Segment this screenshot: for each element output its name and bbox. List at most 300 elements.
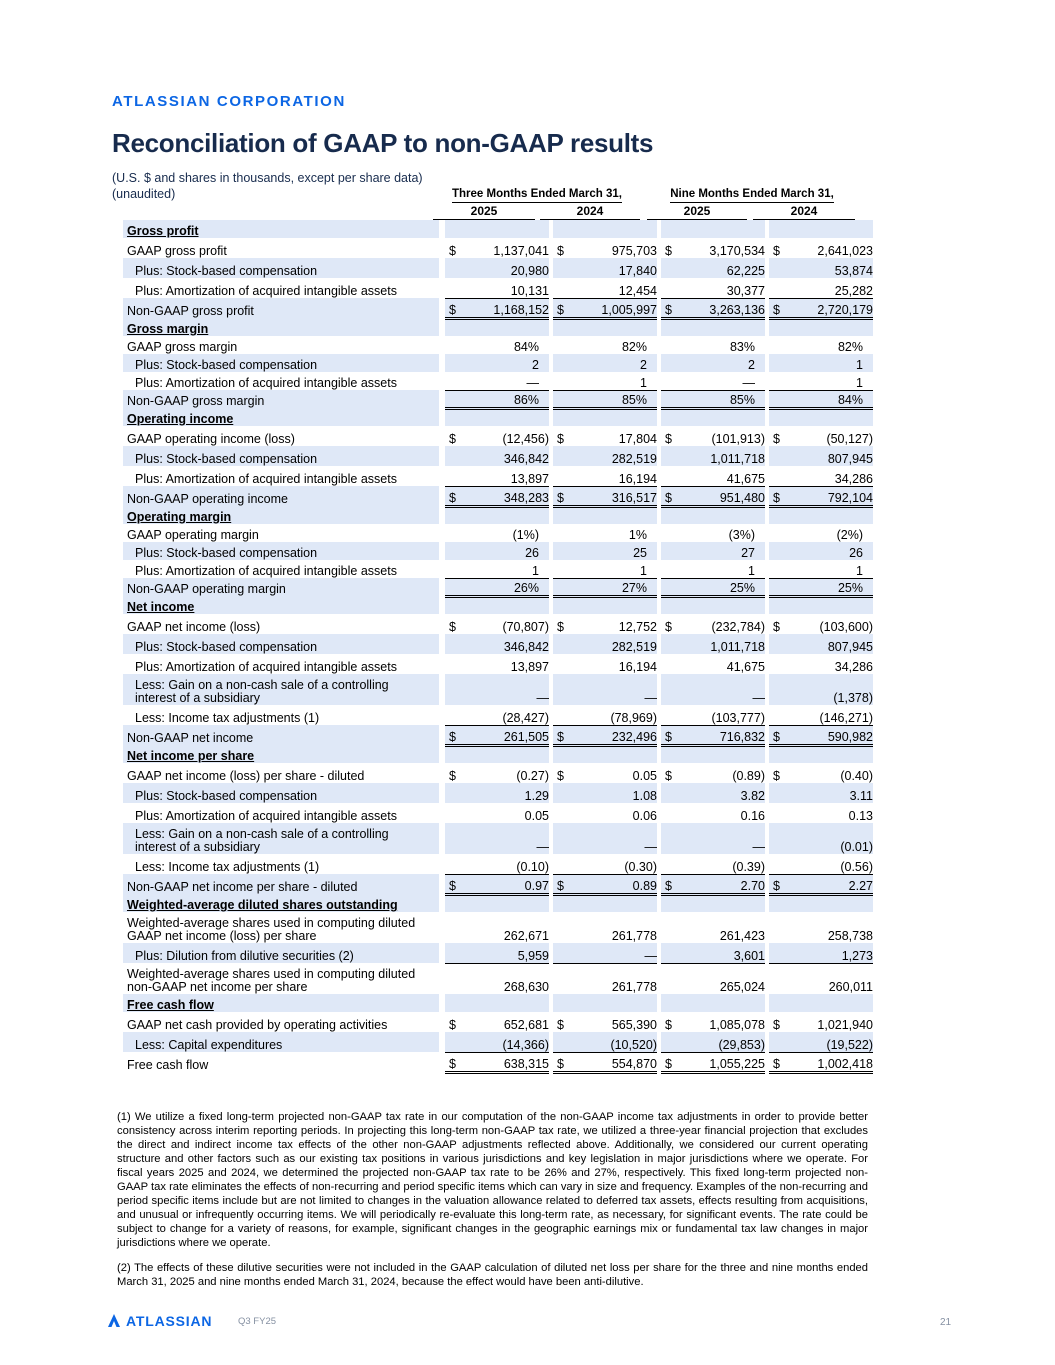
row-label-text: Less: Gain on a non-cash sale of a controlling — [135, 827, 389, 841]
table-row — [123, 705, 873, 725]
value-cell: (12,456) — [502, 432, 549, 446]
value-cell — [575, 318, 657, 336]
currency-cell — [661, 336, 683, 354]
value-cell — [791, 318, 873, 336]
row-label-text: Non-GAAP net income per share - diluted — [127, 880, 358, 894]
currency-cell — [445, 446, 467, 466]
value-cell: 13,897 — [510, 471, 549, 486]
currency-cell: $ — [553, 874, 575, 894]
value-cell: 41,675 — [726, 471, 765, 486]
currency-cell — [769, 803, 791, 823]
value-cell: 84% — [513, 340, 539, 354]
row-label-text: Operating margin — [127, 510, 232, 524]
value-cell: (3%) — [728, 528, 755, 542]
value-cell: (10,520) — [575, 1032, 657, 1052]
currency-cell — [769, 372, 791, 390]
currency-cell — [769, 854, 791, 874]
value-cell — [683, 745, 765, 763]
value-cell: (50,127) — [826, 432, 873, 446]
value-cell: 3,170,534 — [709, 244, 765, 258]
value-cell — [575, 596, 657, 614]
row-label — [123, 524, 439, 542]
currency-cell — [769, 408, 791, 426]
value-cell: — — [575, 823, 657, 854]
currency-cell — [769, 912, 791, 943]
value-cell: 85% — [575, 390, 657, 408]
currency-cell — [445, 994, 467, 1012]
section-title — [123, 318, 439, 336]
row-label-text: Non-GAAP gross margin — [127, 394, 265, 408]
value-cell: 86% — [467, 390, 549, 408]
value-cell: 2 — [575, 354, 657, 372]
value-cell: 82% — [837, 340, 863, 354]
currency-cell — [445, 1032, 467, 1052]
value-cell — [791, 408, 873, 426]
currency-cell — [661, 823, 683, 854]
section-title — [123, 408, 439, 426]
currency-cell: $ — [661, 298, 683, 318]
value-cell: 53,874 — [791, 258, 873, 278]
value-cell: 1 — [640, 563, 647, 578]
row-label — [123, 486, 439, 506]
currency-cell — [769, 542, 791, 560]
currency-cell — [553, 408, 575, 426]
table-row — [123, 912, 873, 943]
currency-cell — [661, 705, 683, 725]
value-cell: 2.27 — [791, 874, 873, 894]
currency-cell: $ — [557, 620, 564, 634]
table-row — [123, 654, 873, 674]
currency-cell — [661, 994, 683, 1012]
currency-cell — [445, 578, 467, 596]
table-row — [123, 1052, 873, 1072]
row-label-text: Plus: Stock-based compensation — [135, 546, 318, 560]
value-cell: 1,011,718 — [683, 446, 765, 466]
value-cell — [683, 894, 765, 912]
value-cell: 1 — [856, 563, 863, 578]
table-row — [123, 372, 873, 390]
value-cell: — — [526, 375, 539, 390]
value-cell — [791, 220, 873, 238]
currency-cell — [769, 390, 791, 408]
row-label-text: Plus: Amortization of acquired intangible assets — [135, 472, 397, 486]
currency-cell — [553, 803, 575, 823]
value-cell: (70,807) — [502, 620, 549, 634]
currency-cell: $ — [665, 432, 672, 446]
table-row — [123, 614, 873, 634]
currency-cell — [445, 943, 467, 963]
table-row — [123, 486, 873, 506]
page-title: Reconciliation of GAAP to non-GAAP results — [112, 128, 654, 158]
table-row — [123, 390, 873, 408]
currency-cell: $ — [769, 1052, 791, 1072]
currency-cell: $ — [553, 298, 575, 318]
value-cell: (0.39) — [732, 859, 765, 874]
currency-cell — [769, 705, 791, 725]
row-label — [123, 426, 439, 446]
row-label — [123, 783, 439, 803]
footnote-1: (1) We utilize a fixed long-term projected non-GAAP tax rate in our computation of the non-GAAP income tax adjustments in order to provide better consistency across interim reporting periods. In projecting this long-term non-GAAP tax rate, we utilized a three-year financial projection that excludes the direct and indirect income tax effects of the other non-GAAP adjustments reflected above. Additionally, we considered our current operating structure and other factors such as our existing tax positions in various jurisdictions and key legislation in major jurisdictions where we operate. For fiscal years 2025 and 2024, we determined the projected non-GAAP tax rate to be 26% and 27%, respectively. This fixed long-term projected non-GAAP tax rate eliminates the effects of non-recurring and period specific items which can vary in size and frequency. Examples of the non-recurring and period specific items include but are not limited to changes in the valuation allowance related to deferred tax assets, effects resulting from acquisitions, and unusual or infrequently occurring items. We will periodically re-evaluate this long-term rate, as necessary, for significant events. The rate could be subject to change for a variety of reasons, for example, significant changes in the geographic earnings mix or fundamental tax law changes in major jurisdictions where we operate. — [117, 1111, 868, 1249]
currency-cell — [553, 336, 575, 354]
currency-cell: $ — [557, 432, 564, 446]
value-cell: 1,002,418 — [791, 1052, 873, 1072]
value-cell: 346,842 — [467, 634, 549, 654]
row-label-text: Less: Gain on a non-cash sale of a controlling — [135, 678, 389, 692]
value-cell: 82% — [621, 340, 647, 354]
table-row — [123, 634, 873, 654]
row-label-text: GAAP net cash provided by operating activities — [127, 1018, 388, 1032]
currency-cell: $ — [769, 874, 791, 894]
currency-cell — [553, 390, 575, 408]
row-label — [123, 278, 439, 298]
currency-cell — [553, 745, 575, 763]
value-cell: 85% — [683, 390, 765, 408]
value-cell: 316,517 — [575, 486, 657, 506]
section-header-row — [123, 994, 873, 1012]
currency-cell — [445, 278, 467, 298]
currency-cell — [661, 560, 683, 578]
currency-cell — [769, 506, 791, 524]
section-header-row — [123, 894, 873, 912]
value-cell: — — [575, 943, 657, 963]
row-label — [123, 446, 439, 466]
value-cell: — — [683, 674, 765, 705]
value-cell: 348,283 — [467, 486, 549, 506]
currency-cell — [553, 963, 575, 994]
currency-cell — [553, 278, 575, 298]
currency-cell — [661, 318, 683, 336]
section-header-row — [123, 506, 873, 524]
currency-cell — [445, 674, 467, 705]
value-cell: 282,519 — [575, 634, 657, 654]
currency-cell — [445, 654, 467, 674]
currency-cell: $ — [665, 620, 672, 634]
column-year: 2024 — [540, 204, 640, 221]
value-cell: (103,777) — [711, 710, 765, 725]
row-label-text: Plus: Stock-based compensation — [135, 358, 318, 372]
value-cell: (0.10) — [516, 859, 549, 874]
currency-cell — [769, 1032, 791, 1052]
value-cell: 0.06 — [632, 809, 657, 823]
row-label-text: Operating income — [127, 412, 234, 426]
table-row — [123, 763, 873, 783]
row-label — [123, 354, 439, 372]
value-cell: 62,225 — [683, 258, 765, 278]
currency-cell — [445, 220, 467, 238]
value-cell: 265,024 — [683, 963, 765, 994]
section-header-row — [123, 596, 873, 614]
currency-cell — [553, 506, 575, 524]
currency-cell — [445, 596, 467, 614]
currency-cell — [553, 446, 575, 466]
value-cell: (146,271) — [819, 710, 873, 725]
value-cell: 30,377 — [726, 283, 765, 298]
currency-cell: $ — [661, 725, 683, 745]
currency-cell — [553, 823, 575, 854]
currency-cell — [553, 674, 575, 705]
row-label — [123, 963, 439, 994]
value-cell: 261,423 — [719, 929, 765, 943]
value-cell: (0.27) — [516, 769, 549, 783]
currency-cell — [445, 823, 467, 854]
value-cell: 261,505 — [467, 725, 549, 745]
row-label — [123, 390, 439, 408]
column-group-three-months: Three Months Ended March 31, — [431, 188, 643, 200]
currency-cell — [769, 524, 791, 542]
row-label-text: Plus: Stock-based compensation — [135, 264, 318, 278]
currency-cell — [661, 634, 683, 654]
value-cell: 652,681 — [503, 1018, 549, 1032]
value-cell: 1% — [628, 528, 647, 542]
value-cell: 975,703 — [611, 244, 657, 258]
currency-cell — [553, 654, 575, 674]
currency-cell — [661, 894, 683, 912]
row-label — [123, 823, 439, 854]
value-cell — [467, 994, 549, 1012]
row-label-text: Non-GAAP gross profit — [127, 304, 254, 318]
value-cell: 5,959 — [467, 943, 549, 963]
value-cell: (0.89) — [732, 769, 765, 783]
row-label — [123, 943, 439, 963]
value-cell — [467, 745, 549, 763]
table-row — [123, 354, 873, 372]
currency-cell: $ — [557, 769, 564, 783]
currency-cell — [445, 560, 467, 578]
value-cell: 17,840 — [575, 258, 657, 278]
section-title — [123, 894, 439, 912]
currency-cell — [769, 466, 791, 486]
currency-cell — [769, 446, 791, 466]
value-cell — [467, 318, 549, 336]
currency-cell — [445, 705, 467, 725]
currency-cell — [553, 854, 575, 874]
value-cell: (2%) — [836, 528, 863, 542]
value-cell: 0.05 — [524, 809, 549, 823]
currency-cell — [553, 372, 575, 390]
row-label-text: Weighted-average diluted shares outstanding — [127, 898, 398, 912]
currency-cell: $ — [557, 244, 564, 258]
row-label — [123, 874, 439, 894]
currency-cell: $ — [661, 874, 683, 894]
row-label — [123, 614, 439, 634]
value-cell: 27 — [683, 542, 765, 560]
value-cell: 2 — [683, 354, 765, 372]
row-label — [123, 1032, 439, 1052]
row-label-text: Net income — [127, 600, 195, 614]
value-cell: 25 — [575, 542, 657, 560]
currency-cell — [769, 578, 791, 596]
currency-cell — [553, 943, 575, 963]
currency-cell — [553, 994, 575, 1012]
value-cell: — — [683, 823, 765, 854]
currency-cell: $ — [773, 769, 780, 783]
row-label — [123, 725, 439, 745]
currency-cell — [661, 220, 683, 238]
row-label-text: Plus: Amortization of acquired intangible assets — [135, 660, 397, 674]
currency-cell — [553, 894, 575, 912]
currency-cell: $ — [769, 298, 791, 318]
value-cell: 1 — [640, 375, 647, 390]
currency-cell — [445, 372, 467, 390]
table-row — [123, 874, 873, 894]
currency-cell — [661, 390, 683, 408]
table-row — [123, 674, 873, 705]
currency-cell — [769, 354, 791, 372]
currency-cell — [553, 705, 575, 725]
section-title — [123, 745, 439, 763]
value-cell — [467, 596, 549, 614]
row-label — [123, 854, 439, 874]
currency-cell: $ — [449, 432, 456, 446]
currency-cell — [769, 318, 791, 336]
row-label-text: GAAP net income (loss) per share - diluted — [127, 769, 365, 783]
currency-cell — [445, 466, 467, 486]
value-cell: (232,784) — [711, 620, 765, 634]
row-label-text: Plus: Stock-based compensation — [135, 640, 318, 654]
currency-cell — [661, 803, 683, 823]
value-cell — [791, 994, 873, 1012]
currency-cell: $ — [553, 1052, 575, 1072]
currency-cell — [445, 783, 467, 803]
currency-cell — [661, 854, 683, 874]
table-row — [123, 278, 873, 298]
currency-cell: $ — [553, 486, 575, 506]
section-title — [123, 506, 439, 524]
row-label — [123, 912, 439, 943]
currency-cell — [553, 318, 575, 336]
section-header-row — [123, 745, 873, 763]
value-cell: 554,870 — [575, 1052, 657, 1072]
value-cell: (0.40) — [840, 769, 873, 783]
currency-cell — [661, 372, 683, 390]
table-row — [123, 963, 873, 994]
row-label-text: GAAP operating margin — [127, 528, 259, 542]
value-cell: (0.01) — [791, 823, 873, 854]
section-title — [123, 596, 439, 614]
currency-cell: $ — [665, 1018, 672, 1032]
row-label-text: Plus: Stock-based compensation — [135, 452, 318, 466]
value-cell — [575, 220, 657, 238]
currency-cell — [445, 854, 467, 874]
value-cell: 25% — [683, 578, 765, 596]
value-cell — [575, 894, 657, 912]
currency-cell — [553, 542, 575, 560]
company-name: ATLASSIAN CORPORATION — [112, 93, 346, 110]
table-row — [123, 258, 873, 278]
row-label-text: Plus: Amortization of acquired intangible assets — [135, 376, 397, 390]
value-cell: 3.11 — [791, 783, 873, 803]
currency-cell — [661, 258, 683, 278]
column-year: 2025 — [433, 204, 535, 221]
value-cell — [575, 408, 657, 426]
table-row — [123, 783, 873, 803]
currency-cell — [661, 783, 683, 803]
value-cell: 17,804 — [618, 432, 657, 446]
currency-cell: $ — [661, 1052, 683, 1072]
row-label-text: Less: Income tax adjustments (1) — [135, 860, 320, 874]
atlassian-logo-icon — [107, 1314, 121, 1328]
currency-cell — [661, 446, 683, 466]
row-label — [123, 763, 439, 783]
value-cell: (103,600) — [819, 620, 873, 634]
currency-cell — [661, 912, 683, 943]
quarter-label: Q3 FY25 — [238, 1316, 277, 1327]
value-cell — [683, 506, 765, 524]
row-label-text: Less: Income tax adjustments (1) — [135, 711, 320, 725]
row-label-text: GAAP net income (loss) per share — [127, 929, 317, 943]
column-year: 2024 — [753, 204, 855, 221]
currency-cell — [661, 524, 683, 542]
currency-cell: $ — [661, 486, 683, 506]
row-label-text: Less: Capital expenditures — [135, 1038, 283, 1052]
value-cell: 34,286 — [834, 660, 873, 674]
value-cell: 1 — [532, 563, 539, 578]
currency-cell — [553, 783, 575, 803]
currency-cell — [769, 220, 791, 238]
value-cell: — — [467, 674, 549, 705]
currency-cell — [769, 654, 791, 674]
value-cell: 12,752 — [618, 620, 657, 634]
value-cell: 1,168,152 — [467, 298, 549, 318]
row-label-text: Plus: Stock-based compensation — [135, 789, 318, 803]
value-cell: 1 — [856, 375, 863, 390]
currency-cell — [445, 634, 467, 654]
currency-cell — [553, 560, 575, 578]
row-label-text: interest of a subsidiary — [135, 840, 261, 854]
value-cell: (19,522) — [791, 1032, 873, 1052]
currency-cell: $ — [557, 1018, 564, 1032]
table-row — [123, 560, 873, 578]
value-cell: 2.70 — [683, 874, 765, 894]
currency-cell — [661, 745, 683, 763]
currency-cell — [661, 408, 683, 426]
logo-text: ATLASSIAN — [126, 1313, 213, 1329]
currency-cell — [445, 912, 467, 943]
currency-cell: $ — [445, 486, 467, 506]
row-label — [123, 298, 439, 318]
currency-cell: $ — [449, 620, 456, 634]
currency-cell — [661, 466, 683, 486]
section-title — [123, 994, 439, 1012]
table-row — [123, 578, 873, 596]
row-label-text: interest of a subsidiary — [135, 691, 261, 705]
value-cell: 26% — [467, 578, 549, 596]
table-row — [123, 725, 873, 745]
row-label-text: Non-GAAP operating income — [127, 492, 288, 506]
currency-cell: $ — [773, 1018, 780, 1032]
value-cell: 638,315 — [467, 1052, 549, 1072]
value-cell: 0.13 — [848, 809, 873, 823]
section-header-row — [123, 318, 873, 336]
subtitle — [112, 170, 423, 202]
value-cell: (28,427) — [502, 710, 549, 725]
currency-cell — [769, 674, 791, 705]
row-label-text: Plus: Amortization of acquired intangible assets — [135, 284, 397, 298]
value-cell: 268,630 — [467, 963, 549, 994]
currency-cell — [445, 524, 467, 542]
currency-cell — [445, 803, 467, 823]
currency-cell — [769, 560, 791, 578]
section-header-row — [123, 220, 873, 238]
value-cell: 26 — [467, 542, 549, 560]
value-cell: 1.29 — [467, 783, 549, 803]
row-label-text: Non-GAAP operating margin — [127, 582, 286, 596]
row-label — [123, 372, 439, 390]
currency-cell — [553, 912, 575, 943]
currency-cell: $ — [769, 725, 791, 745]
currency-cell — [769, 943, 791, 963]
row-label-text: Weighted-average shares used in computing diluted — [127, 967, 416, 981]
